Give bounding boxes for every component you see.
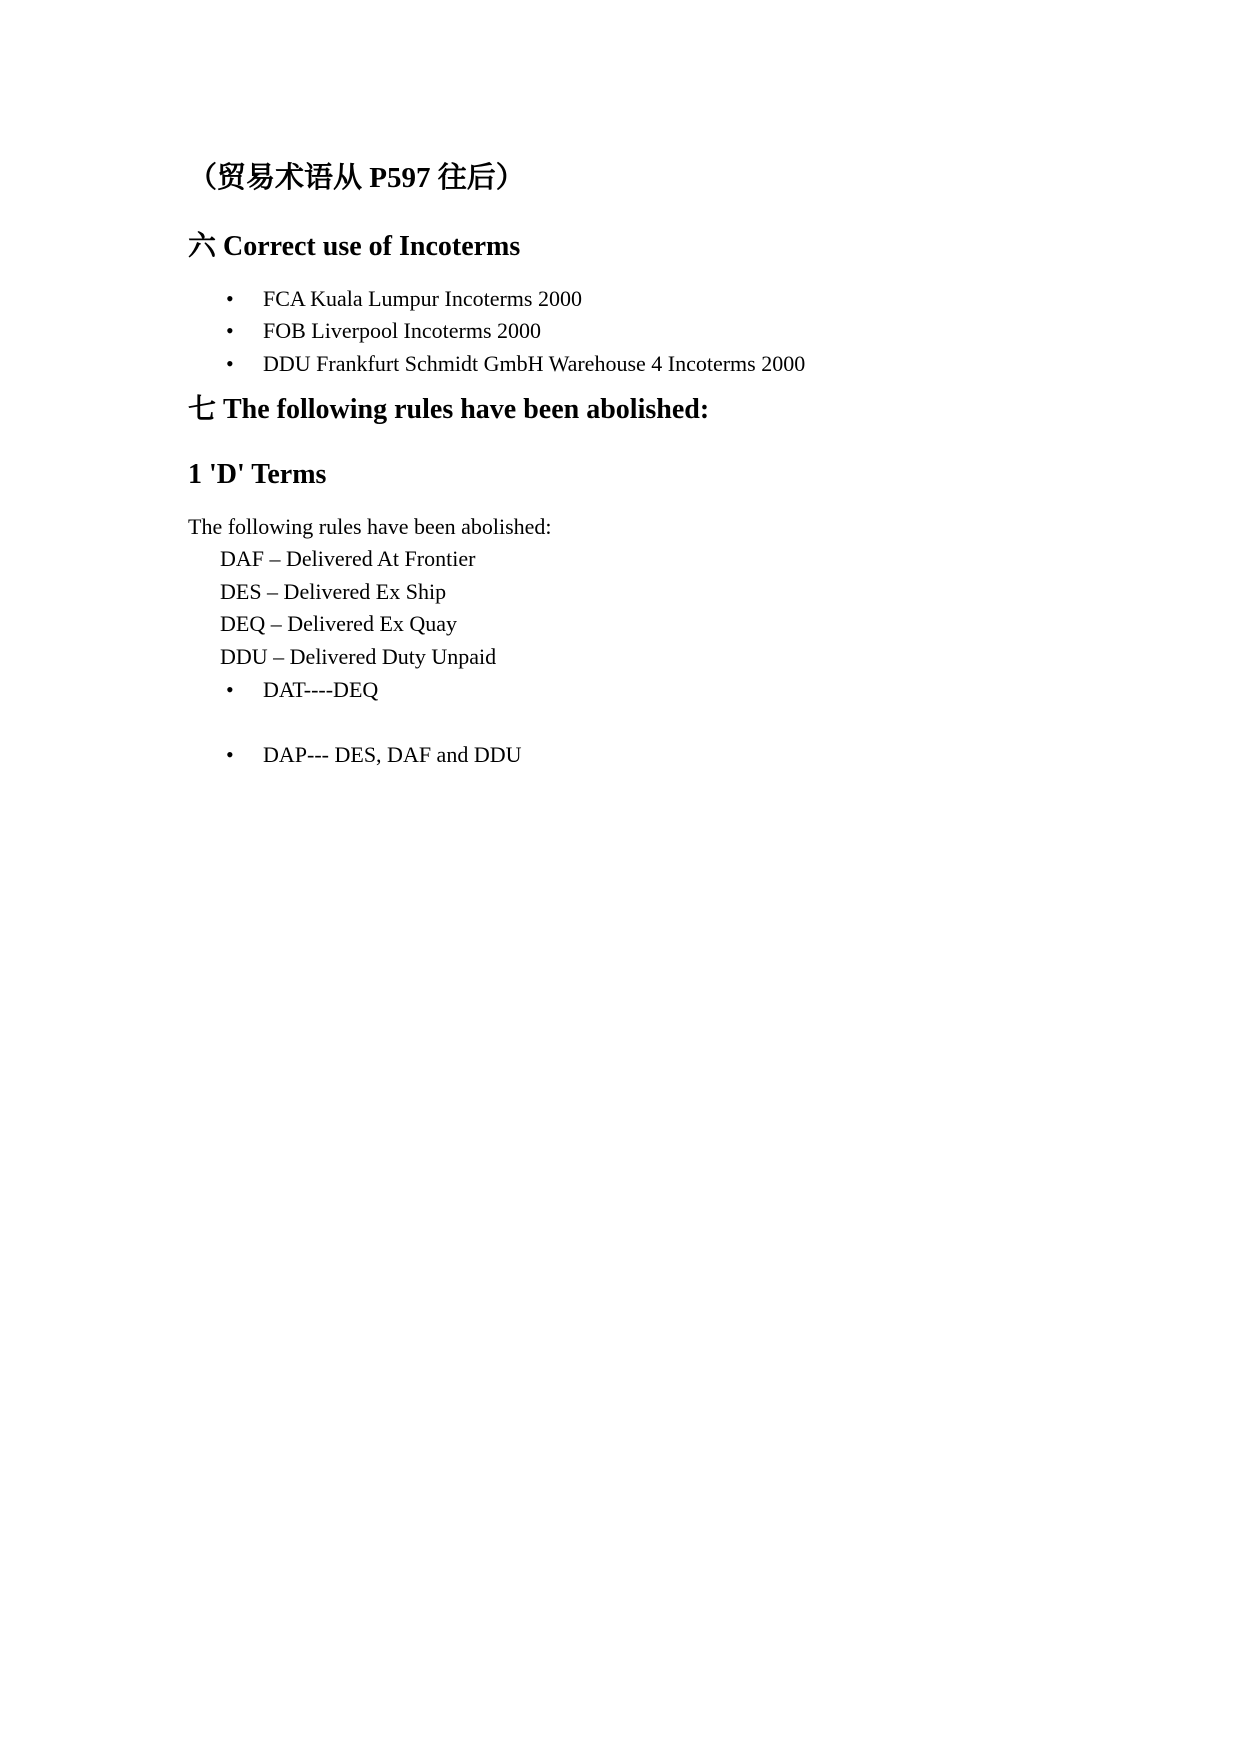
list-item-text: DAP--- DES, DAF and DDU [263,742,522,767]
bullet-icon: • [226,351,234,376]
d-terms-heading: 1 'D' Terms [188,459,327,490]
bullet-icon: • [226,318,234,343]
bullet-icon: • [226,742,234,767]
d-terms-intro: The following rules have been abolished: [188,514,552,539]
list-item-text: FOB Liverpool Incoterms 2000 [263,318,542,343]
section-seven-heading: 七 The following rules have been abolished: [188,394,710,425]
abolished-term: DES – Delivered Ex Ship [220,579,447,604]
page-title: （贸易术语从 P597 往后） [188,162,525,194]
list-item-text: DAT----DEQ [263,677,379,702]
list-item-text: DDU Frankfurt Schmidt GmbH Warehouse 4 Incoterms 2000 [263,351,806,376]
bullet-icon: • [226,286,234,311]
list-item-text: FCA Kuala Lumpur Incoterms 2000 [263,286,582,311]
section-six-heading: 六 Correct use of Incoterms [188,231,521,262]
abolished-term: DAF – Delivered At Frontier [220,546,476,571]
abolished-term: DEQ – Delivered Ex Quay [220,611,458,636]
abolished-term: DDU – Delivered Duty Unpaid [220,644,497,669]
bullet-icon: • [226,677,234,702]
